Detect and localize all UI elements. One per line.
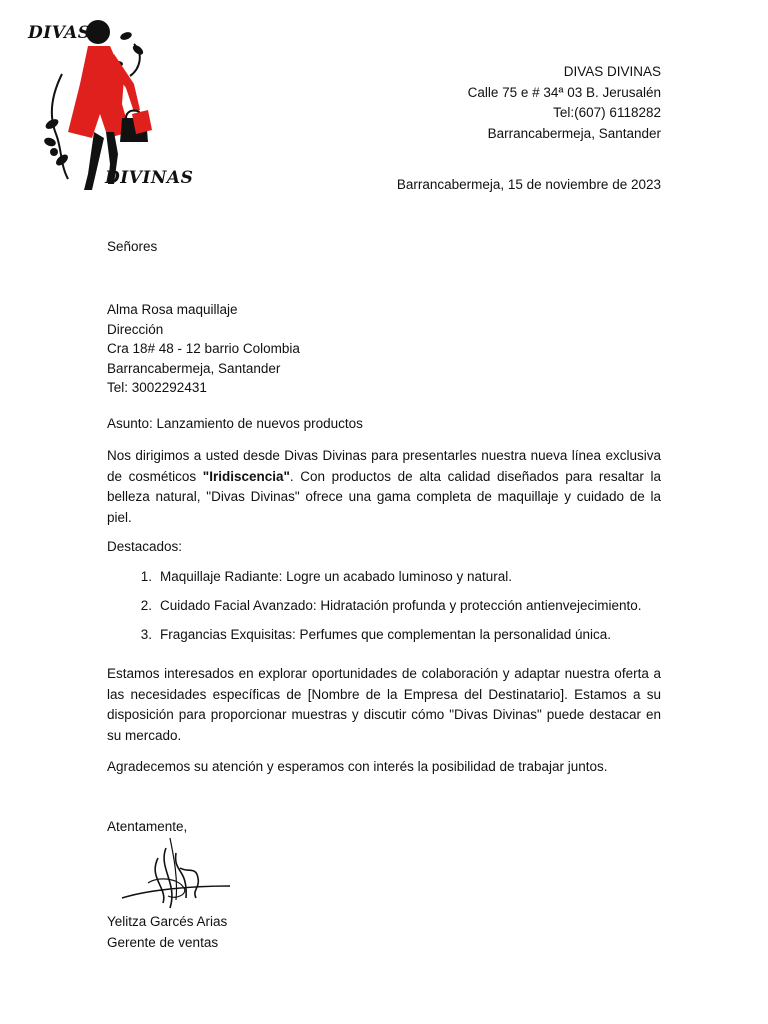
subject-line: Asunto: Lanzamiento de nuevos productos [107, 416, 363, 431]
product-line-name: "Iridiscencia" [202, 468, 290, 484]
signature [118, 828, 238, 918]
thanks-paragraph: Agradecemos su atención y esperamos con interés la posibilidad de trabajar juntos. [107, 759, 608, 774]
signer-title: Gerente de ventas [107, 935, 219, 950]
signer-block [107, 911, 227, 953]
recipient-name: Alma Rosa maquillaje [107, 302, 238, 317]
sender-name: DIVAS DIVINAS [563, 64, 661, 79]
recipient-address: Cra 18# 48 - 12 barrio Colombia [107, 341, 300, 356]
letter-date: Barrancabermeja, 15 de noviembre de 2023 [396, 177, 661, 192]
list-item [107, 598, 667, 627]
list-item-number: 2. [140, 598, 152, 613]
highlights-list [107, 569, 667, 656]
logo-text-top: DIVAS [28, 23, 91, 43]
intro-text-end: . Con productos de alta calidad diseñados para resaltar la belleza natural, "Divas Divinas" ofrece una gama completa de maquillaje y cuidado de la piel. [107, 468, 661, 525]
list-item [107, 569, 667, 598]
highlights-label: Destacados: [107, 539, 183, 554]
list-item-text: Cuidado Facial Avanzado: Hidratación profunda y protección antienvejecimiento. [160, 598, 642, 613]
recipient-city: Barrancabermeja, Santander [107, 360, 281, 376]
salutation: Señores [107, 239, 158, 254]
recipient-phone: Tel: 3002292431 [107, 380, 207, 395]
sender-address: Calle 75 e # 34ª 03 B. Jerusalén [467, 84, 661, 100]
signer-name: Yelitza Garcés Arias [107, 914, 228, 929]
recipient-label: Dirección [107, 321, 164, 337]
list-item-text: Maquillaje Radiante: Logre un acabado luminoso y natural. [160, 569, 512, 584]
company-logo [22, 14, 192, 199]
closing-line: Atentamente, [107, 819, 188, 834]
list-item-text: Fragancias Exquisitas: Perfumes que complementan la personalidad única. [160, 627, 611, 642]
sender-city: Barrancabermeja, Santander [487, 125, 661, 141]
list-item-number: 1. [140, 569, 152, 584]
recipient-block [107, 300, 300, 398]
sender-phone: Tel:(607) 6118282 [553, 105, 661, 120]
list-item-number: 3. [140, 627, 152, 642]
sender-block [468, 62, 661, 144]
collaboration-paragraph: Estamos interesados en explorar oportunidades de colaboración y adaptar nuestra oferta a las necesidades específicas de [Nombre de la Empresa del Destinatario]. Estamos a su disposición para proporcionar muestras y discutir cómo "Divas Divinas" puede destacar en su mercado. [107, 666, 661, 743]
intro-paragraph [107, 446, 661, 528]
intro-text-start: Nos dirigimos a usted desde Divas Divinas para presentarles nuestra nueva línea exclusiva de cosméticos [107, 448, 661, 484]
logo-text-bottom: DIVINAS [105, 168, 194, 188]
list-item [107, 627, 667, 656]
